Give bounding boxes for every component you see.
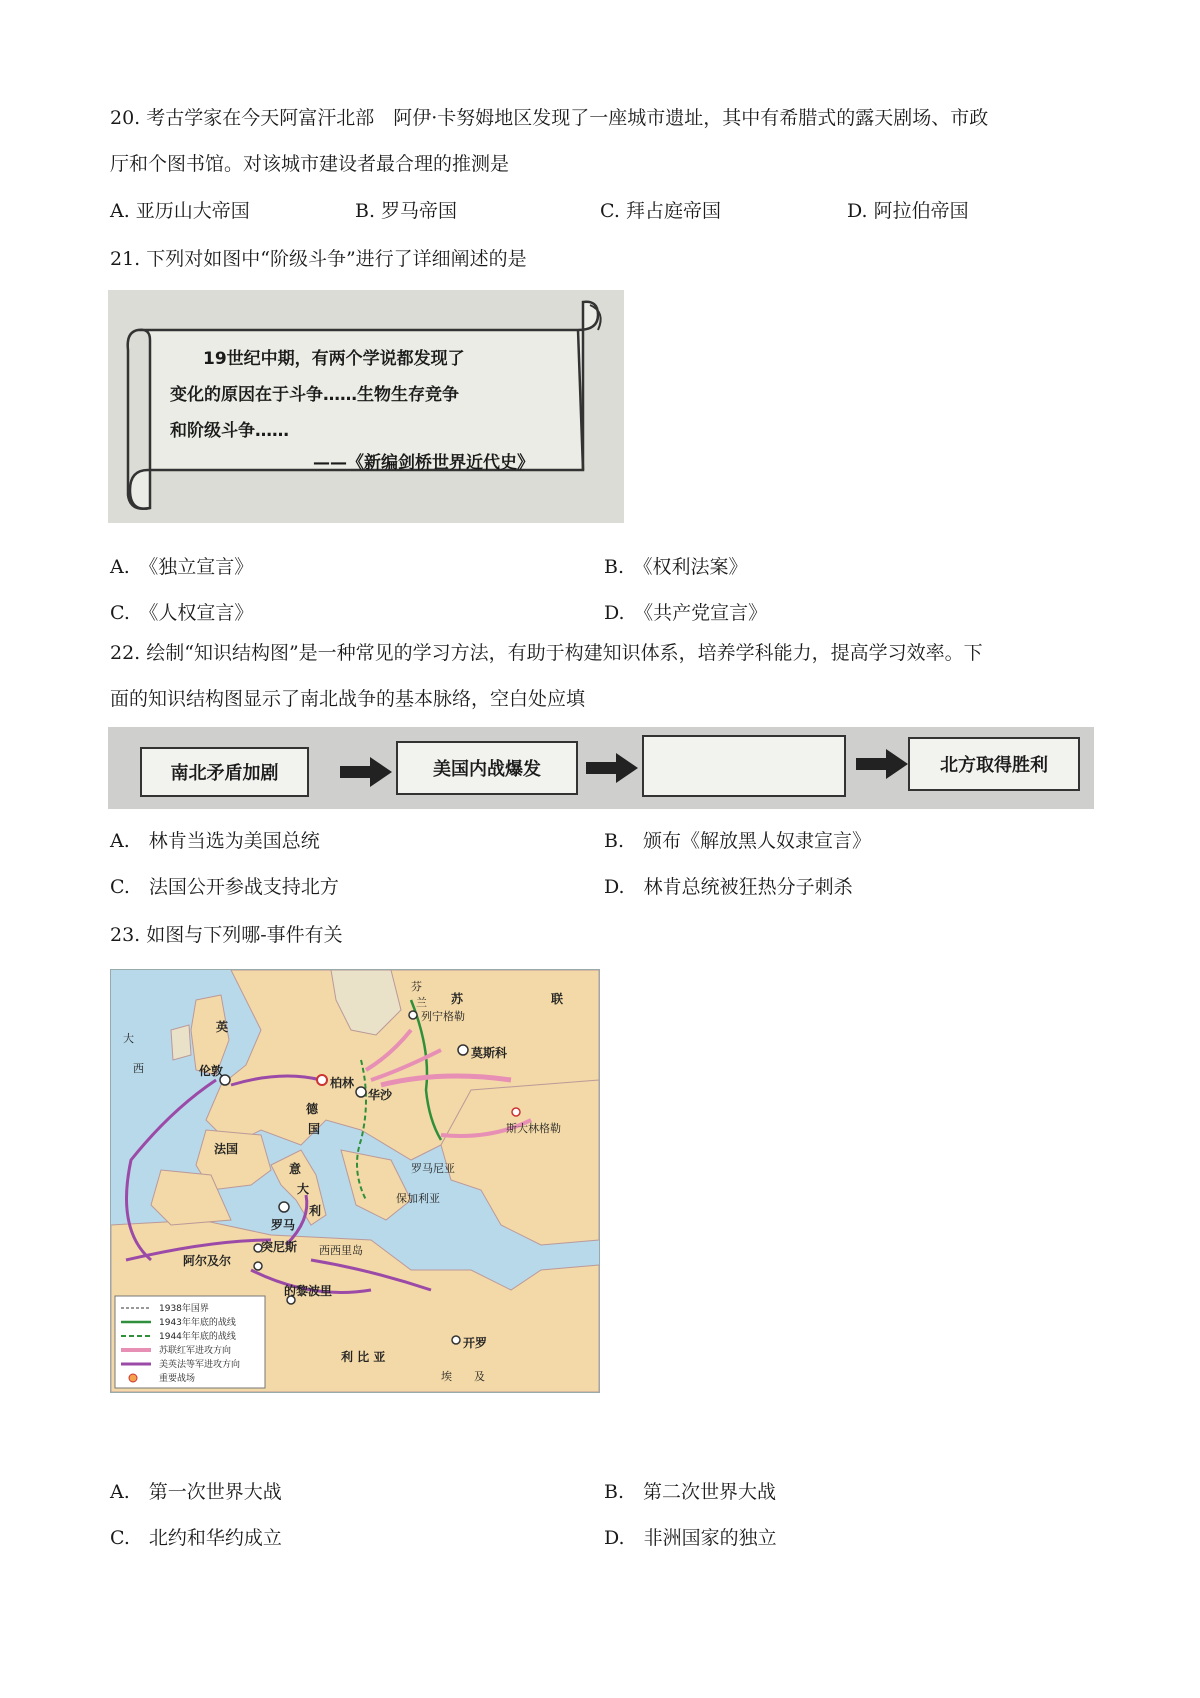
map-label-xi: 西	[133, 1062, 144, 1075]
map-label-leningrad: 列宁格勒	[421, 1010, 465, 1023]
q20-stem-line2: 厅和个图书馆。对该城市建设者最合理的推测是	[110, 153, 510, 175]
map-label-tunis: 突尼斯	[261, 1240, 298, 1254]
q22-option-c[interactable]: C. 法国公开参战支持北方	[110, 876, 339, 898]
map-label-rome: 罗马	[271, 1218, 296, 1232]
map-label-lian: 联	[551, 992, 564, 1006]
q21-option-d[interactable]: D. 《共产党宣言》	[604, 602, 768, 624]
map-label-tripoli: 的黎波里	[284, 1284, 333, 1298]
flow-arrow-3-icon	[856, 749, 908, 779]
flow-arrow-2-icon	[586, 753, 638, 783]
map-label-stalingrad: 斯大林格勒	[506, 1122, 561, 1135]
q20-stem-line1: 20. 考古学家在今天阿富汗北部 阿伊·卡努姆地区发现了一座城市遗址，其中有希腊式的露天剧场、市政	[110, 107, 989, 129]
flow-box-4: 北方取得胜利	[908, 737, 1080, 791]
flow-arrow-1-icon	[340, 757, 392, 787]
q23-option-c[interactable]: C. 北约和华约成立	[110, 1527, 282, 1549]
knowledge-structure-image	[108, 727, 1094, 809]
q23-option-a[interactable]: A. 第一次世界大战	[110, 1481, 282, 1503]
scroll-line-1: 19世纪中期，有两个学说都发现了	[203, 349, 465, 369]
scroll-line-3: 和阶级斗争……	[170, 421, 289, 441]
q23-stem: 23. 如图与下列哪-事件有关	[110, 924, 343, 946]
q20-option-d[interactable]: D. 阿拉伯帝国	[847, 200, 969, 222]
legend-item-3: 1944年年底的战线	[159, 1332, 236, 1342]
map-label-su: 苏	[451, 992, 464, 1006]
map-label-cairo: 开罗	[463, 1336, 488, 1350]
flow-box-blank	[642, 735, 846, 797]
q22-stem-line2: 面的知识结构图显示了南北战争的基本脉络，空白处应填	[110, 688, 586, 710]
scroll-quote-image	[108, 290, 624, 523]
legend-item-1: 1938年国界	[159, 1304, 209, 1314]
map-label-moscow: 莫斯科	[471, 1046, 508, 1060]
map-label-lan: 兰	[416, 996, 427, 1009]
map-label-da2: 大	[297, 1182, 310, 1196]
map-label-libya: 利 比 亚	[341, 1350, 386, 1364]
map-label-france: 法国	[214, 1142, 239, 1156]
map-label-algiers: 阿尔及尔	[183, 1254, 232, 1268]
map-label-berlin: 柏林	[330, 1076, 355, 1090]
q20-option-b[interactable]: B. 罗马帝国	[355, 200, 458, 222]
map-label-de: 德	[306, 1102, 319, 1116]
scroll-line-2: 变化的原因在于斗争……生物生存竞争	[170, 385, 459, 405]
q22-option-d[interactable]: D. 林肯总统被狂热分子刺杀	[604, 876, 853, 898]
map-label-fen: 芬	[411, 980, 422, 993]
flow-box-1: 南北矛盾加剧	[140, 747, 309, 797]
legend-item-2: 1943年年底的战线	[159, 1318, 236, 1328]
map-label-guo: 国	[308, 1122, 321, 1136]
map-label-romania: 罗马尼亚	[411, 1162, 455, 1175]
map-label-sicily: 西西里岛	[319, 1244, 363, 1257]
q22-option-b[interactable]: B. 颁布《解放黑人奴隶宣言》	[604, 830, 872, 852]
map-label-warsaw: 华沙	[368, 1088, 393, 1102]
q21-option-a[interactable]: A. 《独立宣言》	[110, 556, 254, 578]
flow-box-2: 美国内战爆发	[396, 741, 578, 795]
q22-option-a[interactable]: A. 林肯当选为美国总统	[110, 830, 320, 852]
legend-item-4: 苏联红军进攻方向	[159, 1346, 232, 1356]
q23-option-d[interactable]: D. 非洲国家的独立	[604, 1527, 777, 1549]
q23-option-b[interactable]: B. 第二次世界大战	[604, 1481, 777, 1503]
scroll-source: ——《新编剑桥世界近代史》	[313, 453, 534, 473]
q21-stem: 21. 下列对如图中“阶级斗争”进行了详细阐述的是	[110, 248, 527, 270]
q21-option-b[interactable]: B. 《权利法案》	[604, 556, 748, 578]
map-label-li: 利	[309, 1204, 322, 1218]
map-label-bulgaria: 保加利亚	[396, 1192, 440, 1205]
map-label-da: 大	[123, 1032, 134, 1045]
q20-option-c[interactable]: C. 拜占庭帝国	[600, 200, 721, 222]
map-label-yi: 意	[289, 1162, 302, 1176]
ww2-europe-map-image	[110, 969, 600, 1393]
scroll-drawing	[108, 290, 624, 523]
map-label-egypt: 埃 及	[441, 1370, 485, 1383]
legend-item-5: 美英法等军进攻方向	[159, 1360, 241, 1370]
q20-option-a[interactable]: A. 亚历山大帝国	[110, 200, 250, 222]
map-label-london: 伦敦	[199, 1064, 224, 1078]
q22-stem-line1: 22. 绘制“知识结构图”是一种常见的学习方法，有助于构建知识体系，培养学科能力，提高学习效率。下	[110, 642, 983, 664]
q21-option-c[interactable]: C. 《人权宣言》	[110, 602, 254, 624]
legend-item-6: 重要战场	[159, 1374, 196, 1384]
map-label-ying: 英	[216, 1020, 229, 1034]
